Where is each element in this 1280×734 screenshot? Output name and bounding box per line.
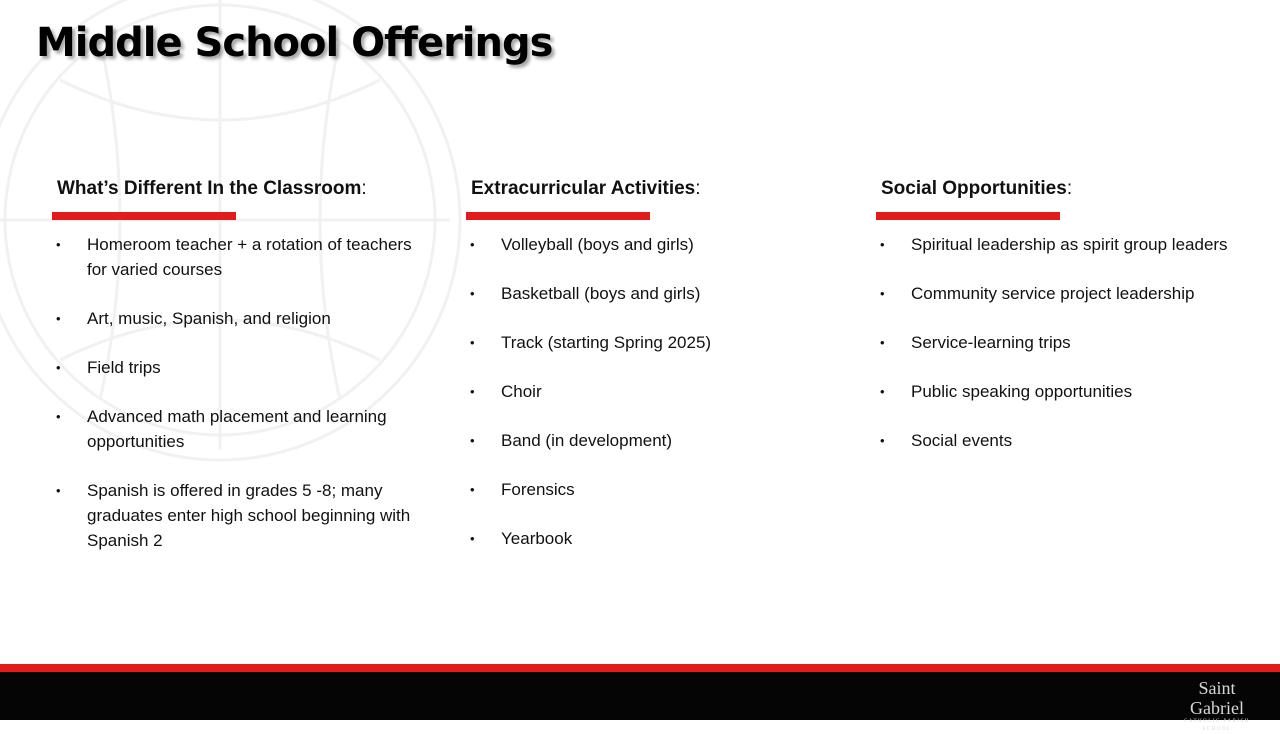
list-item (876, 379, 1266, 404)
bullet-icon: • (56, 483, 61, 498)
column-heading-text: What’s Different In the Classroom (57, 178, 362, 199)
slide-title: Middle School Offerings (36, 20, 553, 66)
list-item-text: Public speaking opportunities (911, 382, 1133, 401)
list-item-text: Choir (501, 382, 542, 401)
list-item-text: Basketball (boys and girls) (501, 284, 701, 303)
list-item-text: Service-learning trips (911, 333, 1071, 352)
heading-underline (52, 212, 236, 220)
column-heading (471, 176, 846, 202)
list-item-text: Band (in development) (501, 431, 673, 450)
list-item-text: Forensics (501, 480, 575, 499)
heading-colon: : (361, 178, 367, 199)
list-item-text: Art, music, Spanish, and religion (87, 309, 331, 328)
school-logo (1172, 678, 1262, 732)
list-item (52, 355, 424, 380)
list-item-text: Community service project leadership (911, 284, 1195, 303)
bullet-icon: • (56, 311, 61, 326)
bullet-icon: • (880, 433, 885, 448)
list-item-text: Yearbook (501, 529, 573, 548)
list-item-text: Advanced math placement and learning opportunities (87, 407, 387, 451)
list-item-text: Field trips (87, 358, 161, 377)
footer-bar (0, 672, 1280, 720)
list-item-text: Homeroom teacher + a rotation of teachers for varied courses (87, 235, 412, 279)
list-item (876, 281, 1266, 306)
list-item (52, 478, 424, 553)
column-extracurricular (466, 176, 846, 575)
bullet-icon: • (470, 482, 475, 497)
bullet-icon: • (470, 237, 475, 252)
list-item-text: Social events (911, 431, 1013, 450)
list-item-text: Volleyball (boys and girls) (501, 235, 694, 254)
bullet-icon: • (470, 531, 475, 546)
bullet-icon: • (880, 335, 885, 350)
bullet-icon: • (470, 433, 475, 448)
list-item (52, 232, 424, 282)
heading-colon: : (695, 178, 701, 199)
bullet-icon: • (470, 384, 475, 399)
bullet-icon: • (56, 409, 61, 424)
column-heading (881, 176, 1266, 202)
bullet-icon: • (880, 286, 885, 301)
list-item (876, 428, 1266, 453)
column-social (876, 176, 1266, 477)
list-item (466, 232, 846, 257)
list-item-text: Spanish is offered in grades 5 -8; many graduates enter high school beginning with Spanish 2 (87, 481, 411, 550)
column-heading (57, 176, 432, 202)
list-item-text: Track (starting Spring 2025) (501, 333, 712, 352)
list-item (52, 404, 424, 454)
column-classroom (52, 176, 432, 577)
logo-subtitle: CATHOLIC PARISH SCHOOL (1184, 719, 1250, 732)
bullet-icon: • (470, 335, 475, 350)
bullet-icon: • (56, 360, 61, 375)
list-item (466, 477, 846, 502)
heading-underline (466, 212, 650, 220)
list-item (876, 330, 1266, 355)
list-item (52, 306, 424, 331)
bullet-list (52, 232, 424, 553)
footer-accent-stripe (0, 664, 1280, 672)
column-heading-text: Social Opportunities (881, 178, 1067, 199)
bullet-icon: • (880, 384, 885, 399)
bullet-icon: • (470, 286, 475, 301)
list-item-text: Spiritual leadership as spirit group leaders (911, 235, 1228, 254)
bullet-list (466, 232, 846, 551)
logo-name: Saint Gabriel (1190, 678, 1244, 718)
bullet-icon: • (56, 237, 61, 252)
bullet-list (876, 232, 1266, 453)
list-item (466, 330, 846, 355)
list-item (466, 379, 846, 404)
heading-underline (876, 212, 1060, 220)
list-item (466, 526, 846, 551)
list-item (466, 281, 846, 306)
heading-colon: : (1066, 178, 1073, 199)
list-item (466, 428, 846, 453)
bullet-icon: • (880, 237, 885, 252)
column-heading-text: Extracurricular Activities (471, 178, 696, 199)
list-item (876, 232, 1266, 257)
